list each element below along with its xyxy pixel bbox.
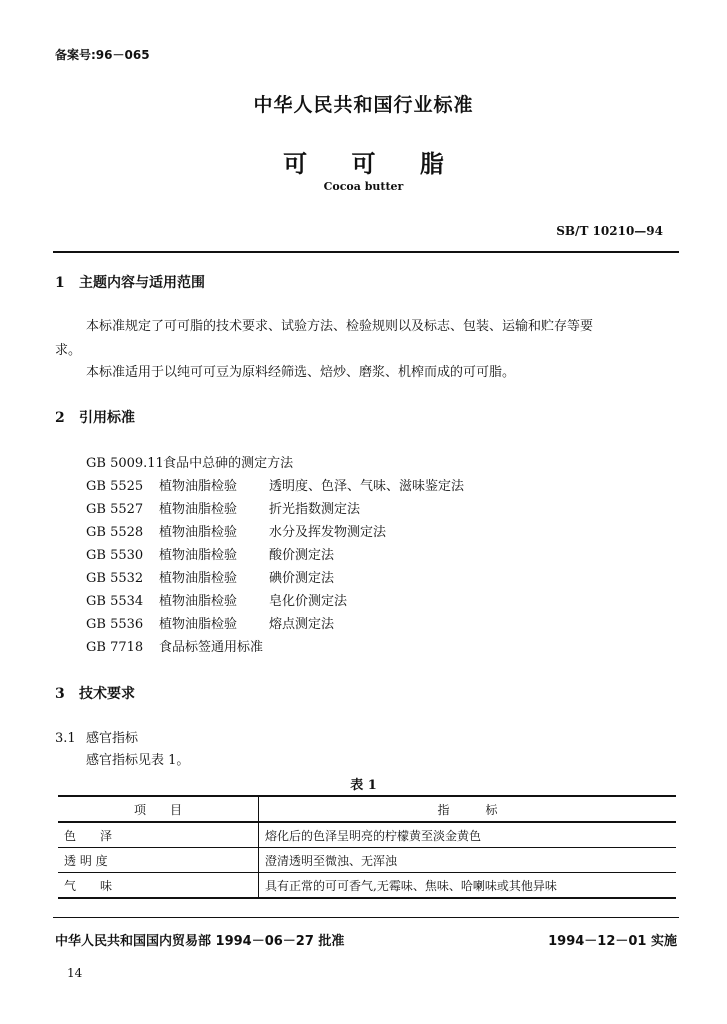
section-number: 3 [55, 686, 65, 702]
reference-name: 植物油脂检验 [159, 502, 238, 517]
document-title: 可 可 脂 [283, 149, 462, 178]
section-title: 技术要求 [79, 686, 135, 702]
section-3-heading [55, 683, 135, 703]
reference-item [86, 590, 347, 609]
header-divider [53, 251, 679, 253]
section-title: 主题内容与适用范围 [79, 275, 205, 291]
reference-name: 食品中总砷的测定方法 [163, 456, 294, 471]
section-2-heading [55, 407, 135, 427]
table-header-indicator: 指 标 [259, 796, 677, 822]
reference-code: GB 5528 [86, 525, 144, 540]
reference-detail: 酸价测定法 [269, 548, 335, 563]
reference-code: GB 7718 [86, 640, 144, 655]
reference-detail: 皂化价测定法 [269, 594, 348, 609]
table-cell-item: 透 明 度 [58, 848, 259, 873]
reference-name: 植物油脂检验 [159, 525, 238, 540]
table-cell-item: 色 泽 [58, 822, 259, 848]
document-subtitle: Cocoa butter [323, 180, 404, 193]
filing-number: 备案号:96－065 [55, 48, 150, 62]
reference-item [86, 475, 464, 494]
footer-divider [53, 917, 679, 918]
table-caption: 表 1 [350, 778, 377, 793]
section-1-paragraph-1-cont: 求。 [55, 343, 82, 358]
table-row [58, 873, 676, 899]
subsection-3-1-text: 感官指标见表 1。 [86, 753, 190, 768]
reference-detail: 折光指数测定法 [269, 502, 361, 517]
reference-detail: 熔点测定法 [269, 617, 335, 632]
reference-item [86, 498, 360, 517]
table-cell-indicator: 熔化后的色泽呈明亮的柠檬黄至淡金黄色 [259, 822, 677, 848]
subsection-3-1-heading [55, 727, 138, 746]
reference-name: 植物油脂检验 [159, 571, 238, 586]
subsection-number: 3.1 [55, 731, 76, 746]
reference-code: GB 5536 [86, 617, 144, 632]
page-number: 14 [67, 966, 83, 980]
standard-code: SB/T 10210—94 [556, 224, 663, 238]
reference-code: GB 5530 [86, 548, 144, 563]
reference-code: GB 5525 [86, 479, 144, 494]
reference-name: 植物油脂检验 [159, 617, 238, 632]
reference-item [86, 613, 334, 632]
table-row [58, 822, 676, 848]
reference-item [86, 544, 334, 563]
reference-name: 植物油脂检验 [159, 548, 238, 563]
reference-name: 植物油脂检验 [159, 594, 238, 609]
subsection-title: 感官指标 [86, 731, 139, 746]
reference-name: 食品标签通用标准 [159, 640, 264, 655]
reference-item [86, 567, 334, 586]
reference-item [86, 521, 386, 540]
issuing-organization: 中华人民共和国行业标准 [253, 94, 474, 116]
reference-code: GB 5532 [86, 571, 144, 586]
reference-name: 植物油脂检验 [159, 479, 238, 494]
table-header-item: 项 目 [58, 796, 259, 822]
reference-detail: 碘价测定法 [269, 571, 335, 586]
section-1-heading [55, 272, 205, 292]
table-header-row [58, 796, 676, 822]
section-number: 1 [55, 275, 65, 291]
reference-item [86, 636, 263, 655]
section-1-paragraph-2: 本标准适用于以纯可可豆为原料经筛选、焙炒、磨浆、机榨而成的可可脂。 [86, 365, 516, 380]
reference-code: GB 5009.11 [86, 456, 164, 471]
table-row [58, 848, 676, 873]
section-1-paragraph-1: 本标准规定了可可脂的技术要求、试验方法、检验规则以及标志、包装、运输和贮存等要 [86, 319, 594, 334]
effective-date: 1994－12－01 实施 [548, 934, 677, 949]
reference-code: GB 5527 [86, 502, 144, 517]
reference-code: GB 5534 [86, 594, 144, 609]
table-cell-indicator: 具有正常的可可香气,无霉味、焦味、哈喇味或其他异味 [259, 873, 677, 899]
table-cell-item: 气 味 [58, 873, 259, 899]
sensory-requirements-table [58, 795, 676, 899]
reference-detail: 透明度、色泽、气味、滋味鉴定法 [269, 479, 465, 494]
reference-item [86, 452, 293, 471]
section-number: 2 [55, 410, 65, 426]
reference-detail: 水分及挥发物测定法 [269, 525, 387, 540]
section-title: 引用标准 [79, 410, 135, 426]
table-cell-indicator: 澄清透明至微浊、无浑浊 [259, 848, 677, 873]
approval-statement: 中华人民共和国国内贸易部 1994－06－27 批准 [55, 934, 345, 949]
